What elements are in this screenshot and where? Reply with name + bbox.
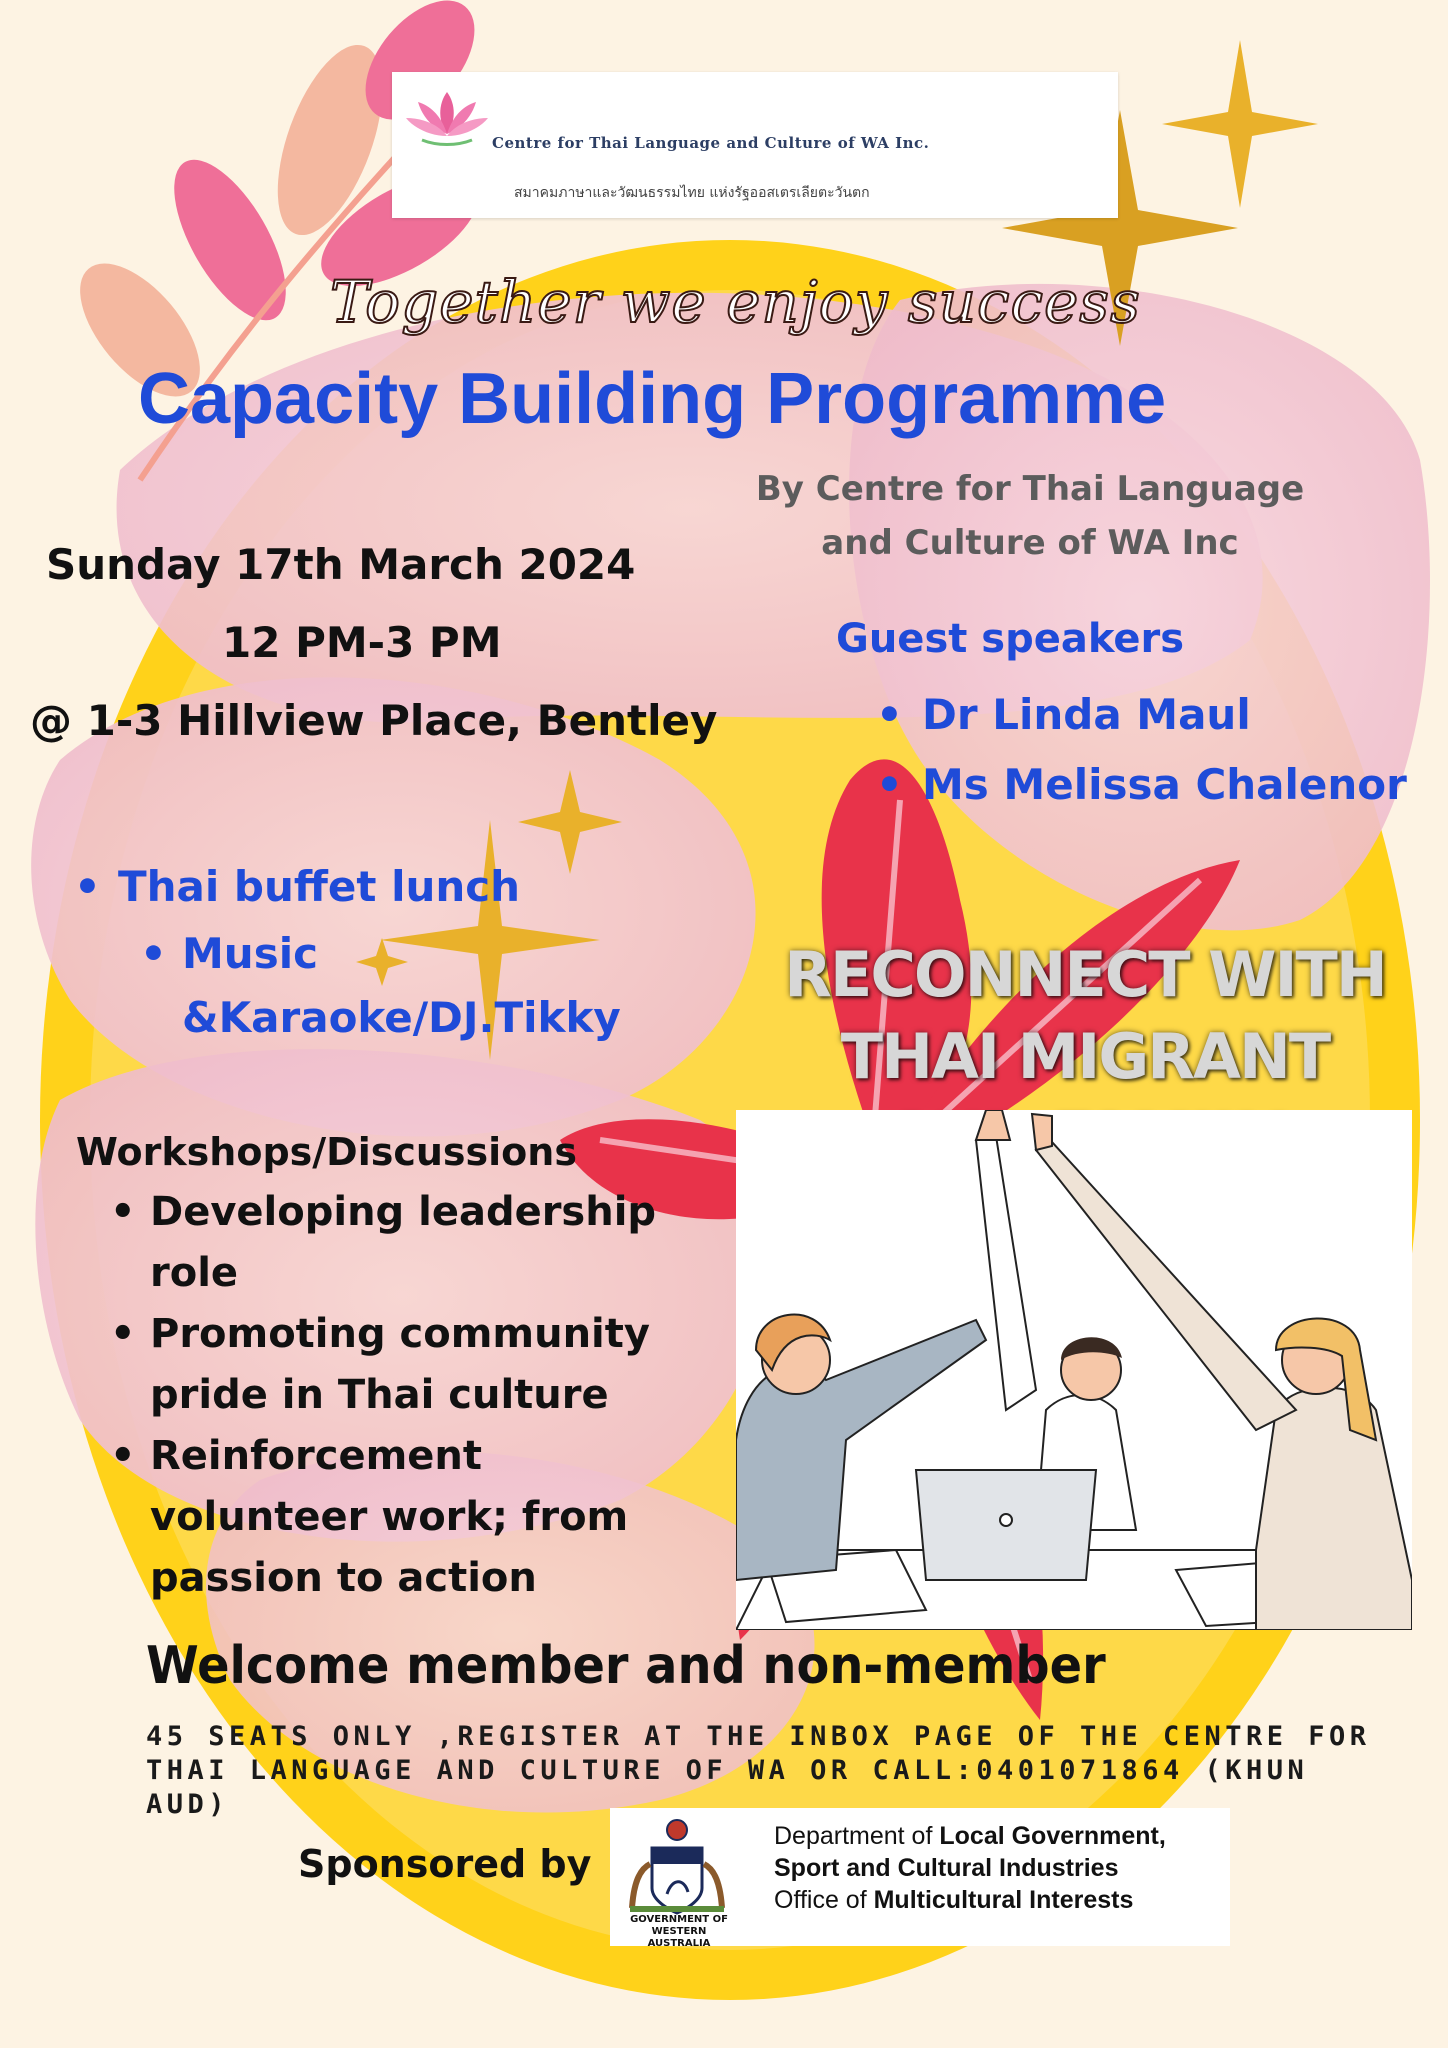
sponsored-by-label: Sponsored by xyxy=(298,1842,592,1886)
guest-speakers-list xyxy=(876,680,1407,820)
sparkle xyxy=(1162,40,1318,208)
page-title: Capacity Building Programme xyxy=(138,359,1167,439)
office-prefix: Office of xyxy=(774,1886,867,1914)
dept-prefix: Department of xyxy=(774,1822,933,1850)
people-high-five-illustration xyxy=(736,1110,1412,1630)
list-item: • Dr Linda Maul xyxy=(876,680,1407,750)
dept-name: Local Government, xyxy=(939,1822,1166,1850)
organizer-byline: By Centre for Thai Language and Culture of WA Inc xyxy=(755,469,1305,563)
list-item: • Ms Melissa Chalenor xyxy=(876,750,1407,820)
office-line xyxy=(774,1886,1133,1915)
sponsor-logo-box xyxy=(610,1808,1230,1949)
workshops-list xyxy=(110,1182,750,1609)
registration-info: 45 SEATS ONLY ,REGISTER AT THE INBOX PAGE OF THE CENTRE FOR THAI LANGUAGE AND CULTURE OF WA OR CALL:0401071864 (KHUN AUD) xyxy=(146,1721,1371,1820)
list-item: • Developing leadership role xyxy=(110,1182,750,1304)
logo-banner xyxy=(392,72,1118,218)
lotus-logo-icon xyxy=(402,84,492,154)
activity-lunch: • Thai buffet lunch xyxy=(74,862,520,911)
department-line-2: Sport and Cultural Industries xyxy=(774,1854,1119,1882)
event-time: 12 PM-3 PM xyxy=(222,618,502,667)
list-item: • Reinforcement volunteer work; from passion to action xyxy=(110,1426,710,1609)
reconnect-headline: RECONNECT WITH THAI MIGRANT xyxy=(784,938,1386,1093)
org-name-en: Centre for Thai Language and Culture of WA Inc. xyxy=(492,134,930,152)
activity-music: • Music &Karaoke/DJ.Tikky xyxy=(140,922,662,1050)
org-name-th: สมาคมภาษาและวัฒนธรรมไทย แห่งรัฐออสเตรเลียตะวันตก xyxy=(514,185,870,201)
event-venue: @ 1-3 Hillview Place, Bentley xyxy=(30,696,718,745)
guest-speakers-heading: Guest speakers xyxy=(836,616,1185,662)
workshops-heading: Workshops/Discussions xyxy=(76,1130,577,1174)
event-date: Sunday 17th March 2024 xyxy=(46,540,636,589)
government-label: GOVERNMENT OF WESTERN AUSTRALIA xyxy=(630,1914,728,1949)
department-line-1 xyxy=(774,1822,1166,1851)
office-name: Multicultural Interests xyxy=(873,1886,1134,1914)
welcome-message: Welcome member and non-member xyxy=(146,1636,1106,1696)
list-item: • Promoting community pride in Thai culture xyxy=(110,1304,670,1426)
tagline: Together we enjoy success xyxy=(330,268,1141,336)
